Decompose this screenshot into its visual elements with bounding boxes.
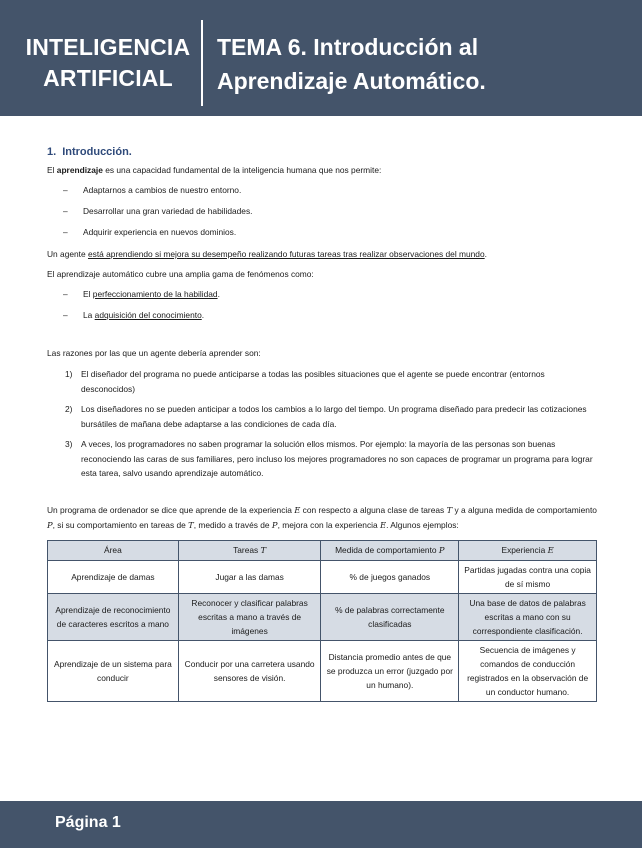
- underlined-term: perfeccionamiento de la habilidad: [92, 289, 218, 299]
- header-text: Tareas: [233, 545, 259, 555]
- dash-bullet: –: [63, 185, 68, 195]
- paragraph-agente: [47, 248, 597, 260]
- math-var-p: P: [47, 520, 53, 530]
- phenomena-list: [63, 288, 597, 321]
- table-row: [48, 640, 597, 701]
- list-item: [65, 437, 597, 481]
- list-item: [63, 288, 597, 300]
- table-cell: Aprendizaje de damas: [48, 560, 179, 593]
- list-item: [63, 205, 597, 217]
- paragraph-razones: Las razones por las que un agente debería aprender son:: [47, 348, 261, 358]
- col-header-tareas: [178, 540, 321, 560]
- list-item-text: Desarrollar una gran variedad de habilidades.: [83, 206, 253, 216]
- page-number-label: Página 1: [55, 814, 121, 831]
- table-cell: Conducir por una carretera usando sensores de visión.: [178, 640, 321, 701]
- math-var-e: E: [294, 504, 301, 515]
- text-fragment: y a alguna medida de comportamiento: [452, 504, 597, 515]
- list-item: [63, 226, 597, 238]
- table-cell: Reconocer y clasificar palabras escritas a mano a través de imágenes: [178, 593, 321, 640]
- dash-bullet: –: [63, 289, 68, 299]
- list-item-text: Adquirir experiencia en nuevos dominios.: [83, 227, 237, 237]
- table-header-row: [48, 540, 597, 560]
- subject-title: [24, 32, 192, 94]
- header-text: Medida de comportamiento: [335, 545, 437, 555]
- document-body: [47, 145, 597, 702]
- text-fragment: con respecto a alguna clase de tareas: [300, 504, 447, 515]
- text-fragment: La: [83, 310, 95, 320]
- list-item-text: Los diseñadores no se pueden anticipar a todos los cambios a lo largo del tiempo. Un programa diseñado para predecir las cotizaciones bursátiles de mañana debe adaptarse a las condiciones de cada día.: [81, 404, 587, 429]
- reasons-list: [65, 367, 597, 481]
- math-var-t: T: [188, 520, 194, 530]
- list-number: 1): [65, 369, 73, 379]
- list-number: 3): [65, 439, 73, 449]
- text-fragment: .: [484, 249, 487, 259]
- math-var-e: E: [379, 520, 387, 530]
- col-header-medida: [321, 540, 459, 560]
- list-item-text: El diseñador del programa no puede anticiparse a todas las posibles situaciones que el agente se puede encontrar (entornos desconocidos): [81, 369, 545, 394]
- topic-line-1: TEMA 6. Introducción al: [217, 34, 479, 60]
- table-cell: Una base de datos de palabras escritas a mano con su correspondiente clasificación.: [459, 593, 597, 640]
- list-number: 2): [65, 404, 73, 414]
- table-cell: Aprendizaje de reconocimiento de caracteres escritos a mano: [48, 593, 179, 640]
- text-fragment: El: [83, 289, 93, 299]
- list-item: [65, 367, 597, 396]
- section-number: 1.: [47, 146, 57, 158]
- table-cell: Distancia promedio antes de que se produzca un error (juzgado por un humano).: [321, 640, 459, 701]
- dash-bullet: –: [63, 310, 68, 320]
- dash-bullet: –: [63, 206, 68, 216]
- page-footer: [0, 801, 642, 848]
- text-fragment: El: [47, 165, 57, 175]
- paragraph-definicion: [47, 503, 597, 534]
- math-var-t: T: [446, 504, 453, 515]
- bold-term: aprendizaje: [56, 165, 103, 175]
- text-fragment: .: [217, 289, 220, 299]
- text-fragment: . Algunos ejemplos:: [386, 520, 459, 530]
- header-text: Área: [104, 545, 122, 555]
- section-heading: [47, 145, 597, 159]
- page-header: [0, 0, 642, 116]
- paragraph-fenomenos: El aprendizaje automático cubre una amplia gama de fenómenos como:: [47, 269, 314, 279]
- text-fragment: , medido a través de: [193, 520, 272, 530]
- text-fragment: .: [201, 310, 205, 320]
- header-divider: [201, 20, 203, 106]
- table-row: [48, 593, 597, 640]
- text-fragment: , si su comportamiento en tareas de: [52, 520, 189, 530]
- paragraph-aprendizaje: [47, 164, 597, 176]
- underlined-definition: está aprendiendo si mejora su desempeño realizando futuras tareas tras realizar observaciones del mundo: [87, 249, 485, 259]
- text-fragment: , mejora con la experiencia: [277, 520, 380, 530]
- math-var-e: E: [547, 545, 554, 555]
- list-item-text: Adaptarnos a cambios de nuestro entorno.: [83, 185, 242, 195]
- table-cell: Partidas jugadas contra una copia de sí mismo: [459, 560, 597, 593]
- examples-table: [47, 540, 597, 702]
- header-text: Experiencia: [501, 545, 546, 555]
- col-header-area: [48, 540, 179, 560]
- list-item: [63, 184, 597, 196]
- table-cell: % de palabras correctamente clasificadas: [321, 593, 459, 640]
- text-fragment: Un agente: [47, 249, 88, 259]
- subject-line-1: INTELIGENCIA: [25, 34, 191, 60]
- table-cell: % de juegos ganados: [321, 560, 459, 593]
- subject-line-2: ARTIFICIAL: [43, 65, 173, 91]
- table-cell: Jugar a las damas: [178, 560, 321, 593]
- section-title-text: Introducción.: [62, 146, 132, 158]
- table-cell: Aprendizaje de un sistema para conducir: [48, 640, 179, 701]
- underlined-term: adquisición del conocimiento: [94, 310, 202, 320]
- table-cell: Secuencia de imágenes y comandos de conducción registrados en la observación de un conductor humano.: [459, 640, 597, 701]
- list-item: [63, 309, 597, 321]
- text-fragment: Un programa de ordenador se dice que aprende de la experiencia: [47, 504, 295, 515]
- topic-title: [217, 30, 627, 98]
- math-var-p: P: [271, 520, 278, 530]
- capabilities-list: [63, 184, 597, 238]
- math-var-t: T: [260, 545, 267, 555]
- text-fragment: es una capacidad fundamental de la inteligencia humana que nos permite:: [102, 165, 382, 175]
- list-item-text: A veces, los programadores no saben programar la solución ellos mismos. Por ejemplo: la mayoría de las personas son buenas reconociendo las caras de sus familiares, pero incluso los mejores programadores no son capaces de programar un programa para lograr esta tarea, salvo usando aprendizaje automático.: [81, 439, 593, 478]
- table-row: [48, 560, 597, 593]
- dash-bullet: –: [63, 227, 68, 237]
- list-item: [65, 402, 597, 431]
- topic-line-2: Aprendizaje Automático.: [217, 68, 486, 94]
- col-header-experiencia: [459, 540, 597, 560]
- math-var-p: P: [438, 545, 445, 555]
